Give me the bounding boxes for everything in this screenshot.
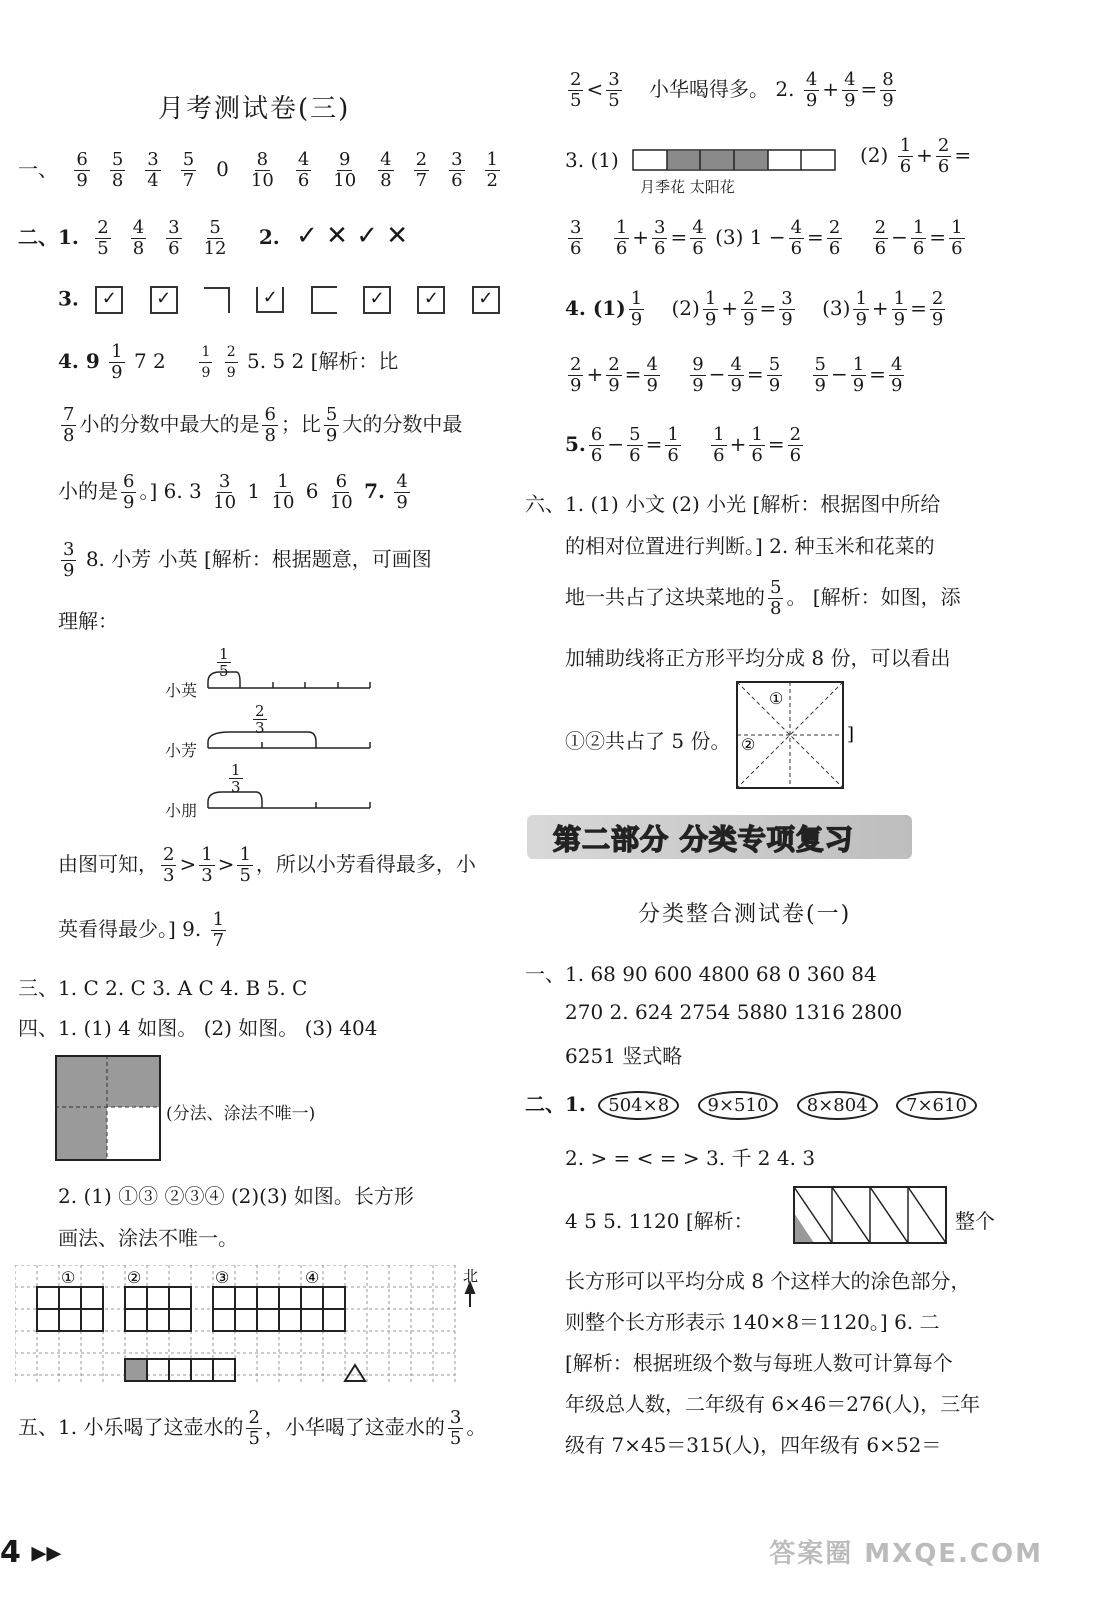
r-line-17b: 整个 — [955, 1209, 995, 1233]
rectangle-diagram — [792, 1185, 952, 1247]
r-line-7: 六、1. (1) 小文 (2) 小光 [解析：根据图中所给 — [525, 492, 941, 516]
fraction: $\frac{1}{10}$ — [271, 471, 295, 513]
square-with-diagonals — [735, 680, 865, 795]
checkbox-4: ✓ — [256, 287, 284, 313]
checkbox-7: ✓ — [417, 286, 445, 314]
r-line-16: 2. > = < = > 3. 千 2 4. 3 — [565, 1146, 816, 1170]
fraction: $\frac{1}{9}$ — [111, 341, 123, 383]
r-line-17a: 4 5 5. 1120 [解析： — [565, 1209, 754, 1233]
r-line-19: 则整个长方形表示 140×8＝1120。] 6. 二 — [565, 1310, 940, 1334]
label-fang: 小芳 — [165, 741, 198, 760]
fraction: $\frac{5}{9}$ — [325, 404, 338, 446]
q4-text-c: 5. 5 2 [解析：比 — [247, 349, 399, 373]
section-3-row: 三、1. C 2. C 3. A C 4. B 5. C — [18, 976, 308, 1000]
subtitle: 分类整合测试卷(一) — [638, 902, 852, 927]
oval-4: 7×610 — [896, 1091, 977, 1120]
checkbox-5 — [311, 286, 337, 314]
label-ying: 小英 — [165, 681, 198, 700]
label-peng: 小朋 — [165, 801, 198, 820]
fraction: $\frac{3}{6}$ — [451, 149, 463, 191]
fraction: $\frac{2}{9}$ — [226, 344, 236, 381]
fraction: $\frac{1}{5}$ — [239, 844, 251, 886]
fraction: $\frac{1}{9}$ — [201, 344, 211, 381]
r-line-10: 加辅助线将正方形平均分成 8 份，可以看出 — [565, 646, 951, 670]
sq-label-2: ② — [741, 735, 756, 754]
fraction: $\frac{2}{3}$ — [163, 844, 175, 886]
square-note: (分法、涂法不唯一) — [166, 1104, 316, 1124]
page-number: 4 ▸▸ — [0, 1535, 62, 1570]
grid-label-1: ① — [61, 1268, 76, 1287]
explain-line-e: 由图可知， $\frac{2}{3}$ > $\frac{1}{3}$ > $\frac{1}{5}$ ，所以小芳看得最多，小 — [58, 844, 476, 886]
r-line-21: 年级总人数，二年级有 6×46＝276(人)，三年 — [565, 1392, 981, 1416]
r-line-11: ①②共占了 5 份。 — [565, 729, 731, 753]
bracket-end: ] — [847, 724, 855, 745]
fraction: $\frac{6}{8}$ — [264, 404, 276, 446]
checkbox-8: ✓ — [472, 286, 500, 314]
q3-label: 3. — [58, 286, 79, 311]
fraction: $\frac{5}{7}$ — [182, 149, 195, 191]
fraction: $\frac{8}{10}$ — [250, 149, 274, 191]
r-line-22: 级有 7×45＝315(人)，四年级有 6×52＝ — [565, 1433, 942, 1457]
r-line-9: 地一共占了这块菜地的 $\frac{5}{8}$ 。 [解析：如图，添 — [565, 577, 961, 619]
q2-label: 2. — [258, 225, 280, 249]
fraction: $\frac{3}{6}$ — [168, 217, 180, 259]
r-line-18: 长方形可以平均分成 8 个这样大的涂色部分， — [565, 1269, 971, 1293]
fraction: $\frac{5}{12}$ — [203, 217, 227, 259]
flower-bar-labels: 月季花 太阳花 — [640, 178, 735, 196]
r-line-3: $\frac{3}{6}$ $\frac{1}{6}$ + $\frac{3}{6}$ = $\frac{4}{6}$ (3) 1 − $\frac{4}{6}$ = $\frac{2}{6}$ $\frac{2}{6}$ − $\frac{1}{6}$ = $\frac{1}{6}$ — [570, 217, 963, 259]
fraction: $\frac{3}{9}$ — [63, 539, 75, 581]
watermark: 答案圈 MXQE.COM — [769, 1539, 1043, 1569]
r-line-13: 270 2. 624 2754 5880 1316 2800 — [565, 1000, 903, 1024]
r-line-2-rest: (2) $\frac{1}{6}$ + $\frac{2}{6}$ = — [860, 135, 972, 177]
zero: 0 — [216, 157, 229, 181]
grid-label-4: ④ — [305, 1268, 320, 1287]
fraction: $\frac{6}{10}$ — [329, 471, 353, 513]
explain-line-i: 2. (1) ①③ ②③④ (2)(3) 如图。长方形 — [58, 1184, 414, 1208]
section-4-row: 四、1. (1) 4 如图。 (2) 如图。 (3) 404 — [18, 1016, 378, 1040]
q4-text-b: 7 2 — [133, 349, 166, 373]
fraction: $\frac{4}{9}$ — [396, 471, 408, 513]
r-line-12: 一、1. 68 90 600 4800 68 0 360 84 — [525, 962, 877, 986]
explain-line-j: 画法、涂法不唯一。 — [58, 1226, 238, 1250]
r-line-4: 4. (1) $\frac{1}{9}$ (2) $\frac{1}{9}$ + $\frac{2}{9}$ = $\frac{3}{9}$ (3) $\frac{1}{9}$ + $\frac{1}{9}$ = $\frac{2}{9}$ — [565, 288, 944, 330]
section-2-prefix: 二、1. — [18, 225, 79, 249]
grid-label-2: ② — [127, 1268, 142, 1287]
fraction: $\frac{9}{10}$ — [333, 149, 357, 191]
explain-line-c: $\frac{3}{9}$ 8. 小芳 小英 [解析：根据题意，可画图 — [63, 539, 432, 581]
fraction: $\frac{3}{5}$ — [449, 1407, 462, 1449]
fraction: $\frac{1}{7}$ — [212, 909, 225, 951]
fraction: $\frac{2}{5}$ — [248, 1407, 260, 1449]
checkbox-2: ✓ — [150, 286, 178, 314]
checkbox-3 — [204, 287, 230, 313]
oval-3: 8×804 — [797, 1091, 878, 1120]
fraction: $\frac{2}{7}$ — [415, 149, 428, 191]
sq-label-1: ① — [769, 689, 784, 708]
explain-line-b: 小的是 $\frac{6}{9}$ 。] 6. 3 $\frac{3}{10}$ 1 $\frac{1}{10}$ 6 $\frac{6}{10}$ 7. $\frac{4}{9}$ — [58, 471, 408, 513]
page-title: 月考测试卷(三) — [158, 94, 351, 124]
r-line-8: 的相对位置进行判断。] 2. 种玉米和花菜的 — [565, 534, 935, 558]
part-title: 第二部分 分类专项复习 — [553, 823, 854, 856]
q3-row — [58, 286, 510, 314]
r-line-1: $\frac{2}{5}$ < $\frac{3}{5}$ 小华喝得多。 2. $\frac{4}{9}$ + $\frac{4}{9}$ = $\frac{8}{9}$ — [570, 69, 894, 111]
fraction: $\frac{4}{8}$ — [380, 149, 392, 191]
explain-line-a: $\frac{7}{8}$ 小的分数中最大的是 $\frac{6}{8}$ ；比 $\frac{5}{9}$ 大的分数中最 — [63, 404, 463, 446]
fraction: $\frac{1}{2}$ — [486, 149, 498, 191]
fraction: $\frac{3}{4}$ — [147, 149, 159, 191]
q4-text-a: 4. 9 — [58, 349, 100, 373]
oval-1: 504×8 — [598, 1091, 679, 1120]
fraction: $\frac{6}{9}$ — [76, 149, 88, 191]
shaded-square — [55, 1055, 165, 1165]
segment-diagram — [200, 660, 380, 820]
checkbox-1: ✓ — [95, 286, 123, 314]
checkbox-6: ✓ — [363, 286, 391, 314]
section-2-row — [18, 218, 408, 259]
frac-peng: $\frac{1}{3}$ — [231, 761, 241, 796]
frac-ying: $\frac{1}{5}$ — [219, 645, 229, 680]
flower-bar — [632, 148, 842, 178]
check-marks: ✓ ✕ ✓ ✕ — [296, 221, 409, 251]
grid-label-3: ③ — [215, 1268, 230, 1287]
fraction: $\frac{2}{5}$ — [97, 217, 109, 259]
explain-line-d: 理解： — [58, 609, 118, 633]
oval-2: 9×510 — [698, 1091, 779, 1120]
fraction: $\frac{3}{10}$ — [213, 471, 237, 513]
fraction: $\frac{6}{9}$ — [123, 471, 135, 513]
fraction: $\frac{5}{8}$ — [111, 149, 124, 191]
frac-fang: $\frac{2}{3}$ — [255, 702, 265, 737]
section-1-row — [18, 150, 510, 191]
section-1-prefix: 一、 — [18, 157, 58, 181]
section-5-row: 五、1. 小乐喝了这壶水的 $\frac{2}{5}$ ，小华喝了这壶水的 $\frac{3}{5}$ 。 — [18, 1407, 487, 1449]
north-label: 北 — [463, 1267, 479, 1285]
fraction: $\frac{7}{8}$ — [63, 404, 75, 446]
r-line-5: $\frac{2}{9}$ + $\frac{2}{9}$ = $\frac{4}{9}$ $\frac{9}{9}$ − $\frac{4}{9}$ = $\frac{5}{9}$ $\frac{5}{9}$ − $\frac{1}{9}$ = $\frac{4}{9}$ — [570, 354, 903, 396]
r-line-14: 6251 竖式略 — [565, 1044, 683, 1068]
r-line-20: [解析：根据班级个数与每班人数可计算每个 — [565, 1351, 953, 1375]
fraction: $\frac{4}{8}$ — [132, 217, 145, 259]
fraction: $\frac{1}{3}$ — [201, 844, 213, 886]
dotted-grid — [15, 1265, 495, 1395]
q4-row — [58, 342, 398, 383]
r-line-15: 二、1. 504×8 9×510 8×804 7×610 — [525, 1088, 983, 1120]
fraction: $\frac{4}{6}$ — [297, 149, 310, 191]
r-line-2-label: 3. (1) — [565, 148, 619, 172]
r-line-6: 5. $\frac{6}{6}$ − $\frac{5}{6}$ = $\frac{1}{6}$ $\frac{1}{6}$ + $\frac{1}{6}$ = $\frac{2}{6}$ — [565, 424, 802, 466]
explain-line-f: 英看得最少。] 9. $\frac{1}{7}$ — [58, 909, 225, 951]
